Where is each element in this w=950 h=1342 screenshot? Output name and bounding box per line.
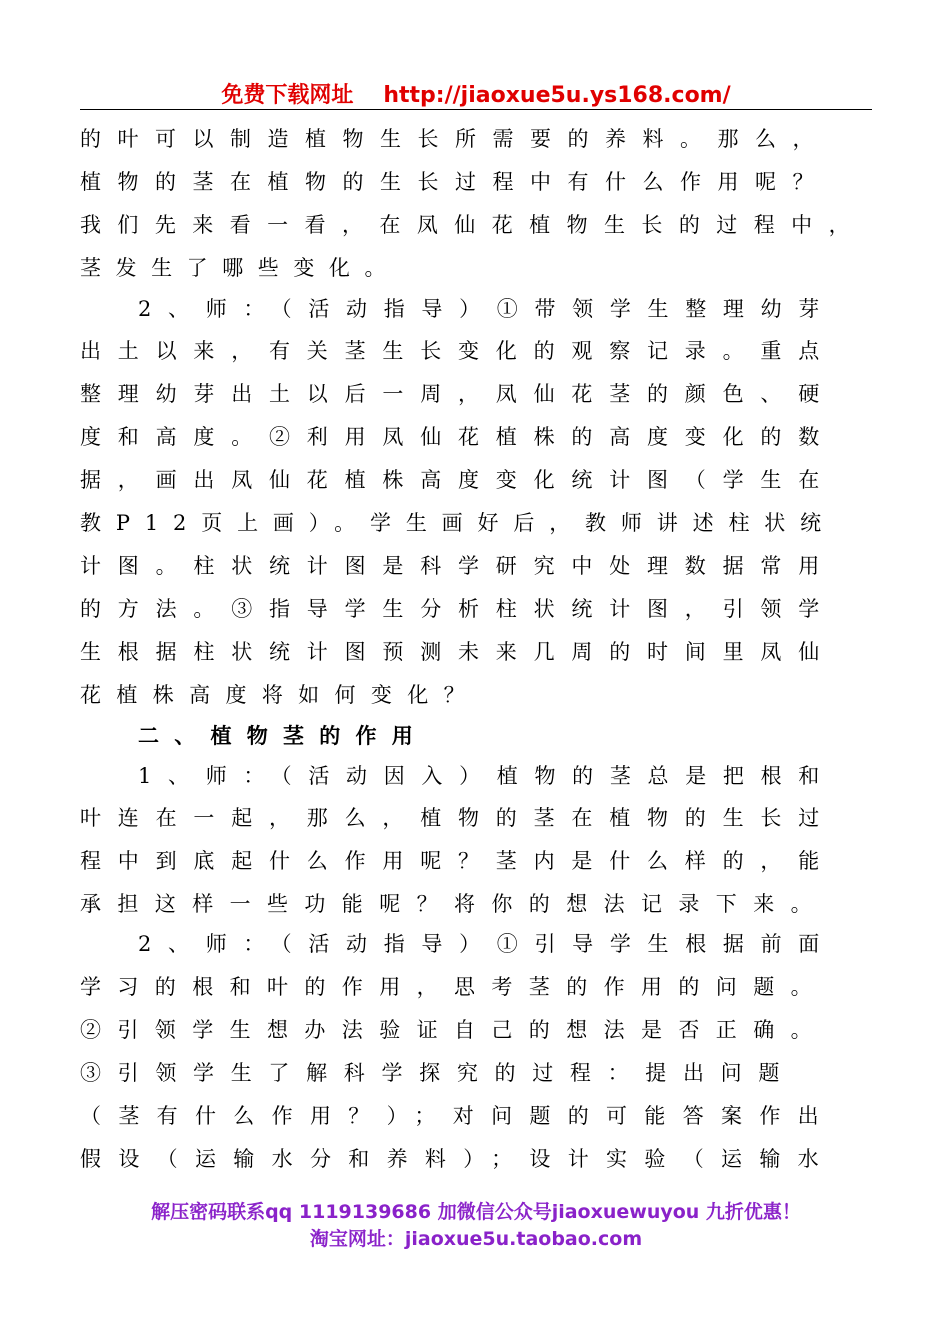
text-line: （茎有什么作用？）；对问题的可能答案作出 — [80, 1104, 836, 1128]
text-line: 我们先来看一看，在凤仙花植物生长的过程中， — [80, 213, 866, 237]
text-line: 的方法。③指导学生分析柱状统计图，引领学 — [80, 597, 836, 621]
header-url[interactable]: http://jiaoxue5u.ys168.com/ — [383, 83, 731, 108]
header-label: 免费下载网址 — [221, 83, 354, 108]
footer-contact: 解压密码联系qq 1119139686 加微信公众号jiaoxuewuyou 九折优惠！ — [151, 1201, 801, 1223]
text-line: 2、师：（活动指导）①带领学生整理幼芽 — [138, 297, 836, 321]
page-header — [80, 78, 872, 109]
text-line: ③引领学生了解科学探究的过程：提出问题 — [80, 1061, 796, 1085]
section-heading: 二、植物茎的作用 — [138, 724, 428, 748]
footer-shop-url[interactable]: 淘宝网址：jiaoxue5u.taobao.com — [309, 1228, 643, 1250]
text-line: 度和高度。②利用凤仙花植株的高度变化的数 — [80, 425, 836, 449]
text-line: 计图。柱状统计图是科学研究中处理数据常用 — [80, 554, 836, 578]
text-line: 出土以来，有关茎生长变化的观察记录。重点 — [80, 339, 836, 363]
text-line: 花植株高度将如何变化？ — [80, 683, 480, 707]
text-line: 生根据柱状统计图预测未来几周的时间里凤仙 — [80, 640, 836, 664]
text-line: 2、师：（活动指导）①引导学生根据前面 — [138, 932, 836, 956]
text-line: ②引领学生想办法验证自己的想法是否正确。 — [80, 1018, 828, 1042]
text-line: 叶连在一起，那么，植物的茎在植物的生长过 — [80, 806, 836, 830]
text-line: 的叶可以制造植物生长所需要的养料。那么， — [80, 127, 830, 151]
text-line: 教P12页上画）。学生画好后，教师讲述柱状统 — [80, 511, 836, 535]
text-line: 整理幼芽出土以后一周，凤仙花茎的颜色、硬 — [80, 382, 836, 406]
header-rule — [80, 109, 872, 110]
text-line: 承担这样一些功能呢？将你的想法记录下来。 — [80, 892, 828, 916]
text-line: 植物的茎在植物的生长过程中有什么作用呢？ — [80, 170, 830, 194]
text-line: 据，画出凤仙花植株高度变化统计图（学生在 — [80, 468, 836, 492]
text-line: 假设（运输水分和养料）；设计实验（运输水 — [80, 1147, 836, 1171]
text-line: 学习的根和叶的作用，思考茎的作用的问题。 — [80, 975, 828, 999]
text-line: 1、师：（活动因入）植物的茎总是把根和 — [138, 764, 836, 788]
text-line: 茎发生了哪些变化。 — [80, 256, 400, 280]
text-line: 程中到底起什么作用呢？茎内是什么样的，能 — [80, 849, 836, 873]
